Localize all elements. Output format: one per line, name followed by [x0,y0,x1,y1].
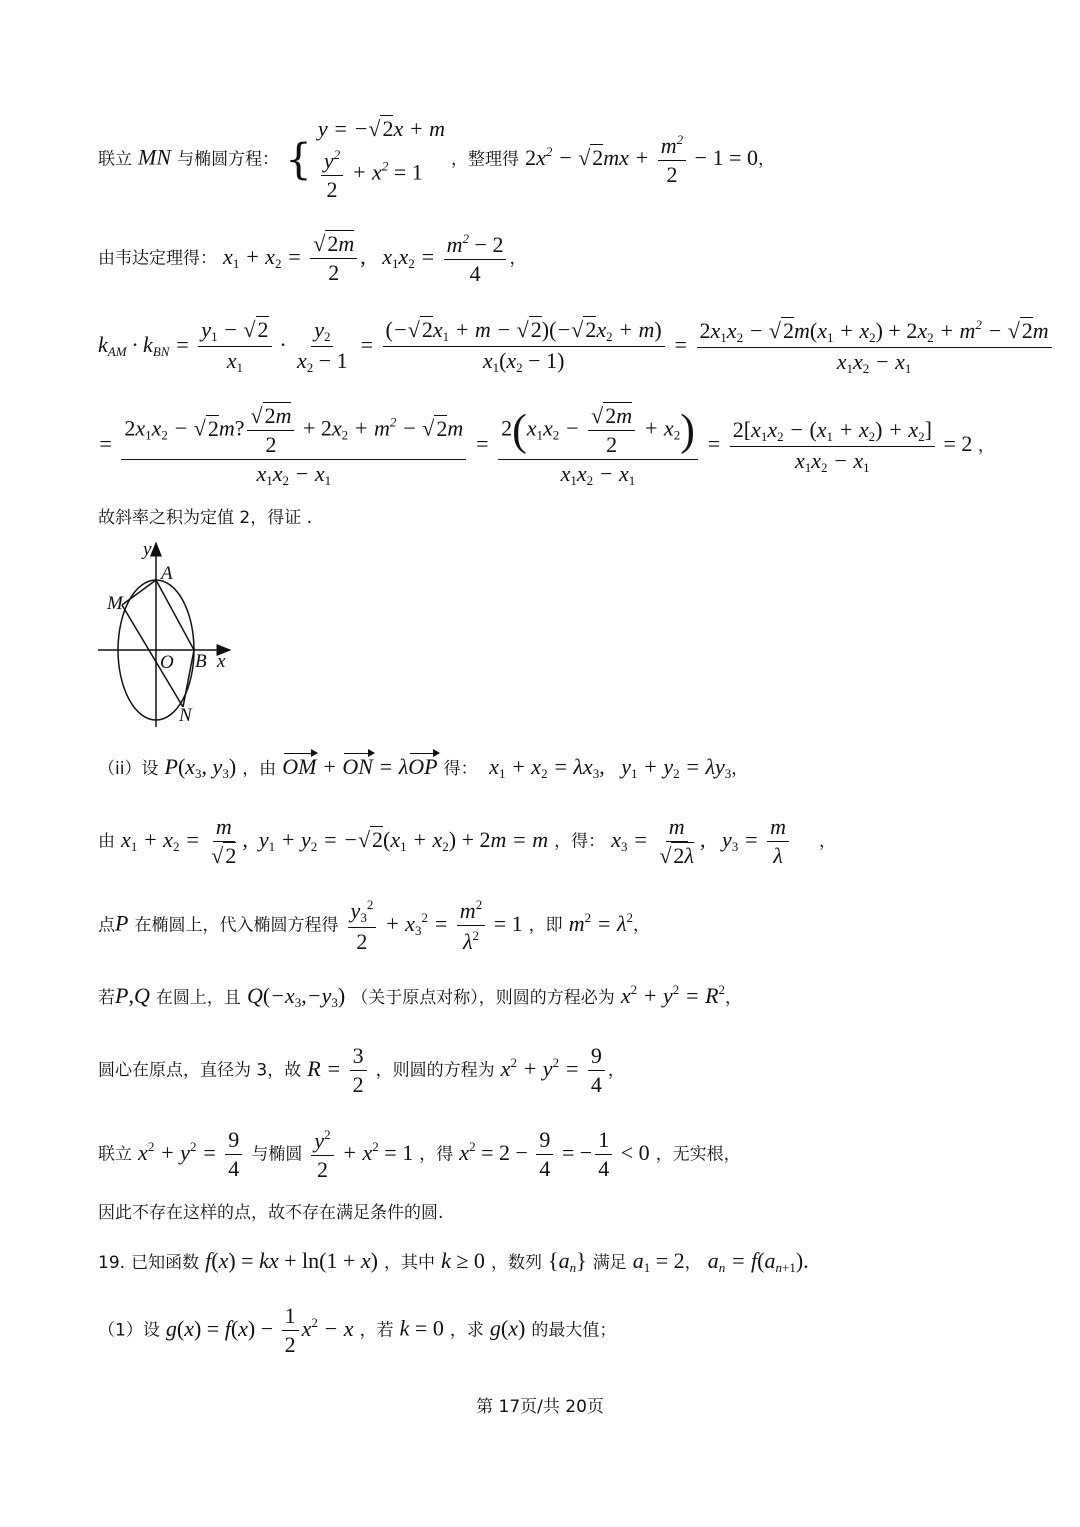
text: 由韦达定理得： [98,248,217,269]
line-p-on-ellipse: 点P 在椭圆上，代入椭圆方程得 $\frac{y_3^2}{2}$ + $x_3^2$ = $\frac{m^2}{\lambda^2}$ = 1 ，即 $m^2 = \lambda^2$， [98,897,650,954]
page-footer: 第 17页/共 20页 [476,1397,604,1417]
text: 由 [98,831,115,852]
label-B: B [195,651,207,672]
text: 已知函数 [131,1253,200,1273]
line-radius: 圆心在原点，直径为 3，故 R = $\frac{3}{2}$ ，则圆的方程为 $x^2 + y^2$ = $\frac{9}{4}$ ， [98,1043,625,1097]
equation: $x^2 + y^2$ = $\frac{9}{4}$ [138,1140,245,1165]
text: ，得： [554,831,606,852]
text: 点 [98,915,115,936]
equation: $a_n = f(a_{n+1})$. [707,1248,809,1275]
text: ，若 [359,1320,394,1341]
equation: $x_1 + x_2 = \lambda x_3$, $y_1 + y_2 = \lambda y_3$ [483,754,732,781]
text: 联立 [98,149,132,170]
conclusion-text: 因此不存在这样的点，故不存在满足条件的圆. [98,1203,444,1223]
text: 若 [98,988,115,1008]
line-slope-product [98,318,1055,375]
question-19-part-1 [98,1305,616,1356]
equation: $x^2 + y^2 = R^2$ [620,982,726,1008]
conclusion-text: 故斜率之积为定值 2，得证 . [98,508,313,528]
text: 与椭圆方程： [177,149,280,170]
segment-MN [122,605,183,707]
question-number: 19. [98,1253,126,1273]
line-solve-p: 由 $x_1 + x_2$ = $\frac{m}{√2}$ , $y_1 + y_2 = -√2(x_1 + x_2) + 2m = m$ ，得： $x_3$ = $\frac{m}{√2\lambda}$ , $y_3$ = $\frac{m}{\lambda}$ ， [98,814,836,868]
text: 与椭圆 [251,1144,303,1165]
var-PQ: P,Q [115,983,150,1008]
text: 圆心在原点，直径为 3，故 [98,1060,302,1081]
equation: $2x^2 - √2mx$ + $\frac{m^2}{2}$ − 1 = 0 [525,131,758,187]
line-system: 联立 MN 与椭圆方程： { y = −√2x + m $\frac{y^2}{2}$ + $x^2 = 1$ ，整理得 $2x^2 - √2mx$ + $\frac{m^2}{2}$ − 1 = 0， [98,116,775,202]
text: ，其中 [384,1253,436,1273]
equation: R = $\frac{3}{2}$ [307,1056,369,1081]
equation: g(x) [489,1315,526,1341]
line-continuation: = $2x_1x_2 - √2m$? $\frac{√2m}{2}$ + $2x_2 + m^2 - √2m$ $x_1x_2 - x_1$ = $2(x_1x_2$ − $\frac{√2m}{2}$ + $x_2$) $x_1x_2 - x_1$ = $\frac{2[x_1x_2 - (x_1 + x_2) + x_2]}{x_1x_2 - x_1}$ = 2 ， [98,403,995,488]
text: 在椭圆上，代入椭圆方程得 [134,915,339,936]
var-P: P [115,910,129,936]
text: ，则圆的方程为 [375,1060,495,1081]
line-no-root [98,1128,741,1181]
equation: $m^2 = \lambda^2$ [568,909,633,936]
text: 在圆上，且 [155,988,241,1008]
equation: $x_1 + x_2$ = $\frac{√2m}{2}$ , $x_1x_2$ = $\frac{m^2 - 2}{4}$ [223,244,509,269]
text: ，得 [419,1144,454,1165]
text: ，整理得 [451,149,520,170]
text: ，即 [528,915,563,936]
equation: $Q(-x_3,-y_3)$ [246,983,346,1010]
equation: $P(x_3$, $y_3$) [164,754,237,781]
text: ，由 [242,759,277,779]
text: （ii）设 [98,759,159,779]
text: ，无实根， [655,1144,741,1165]
label-N: N [179,705,192,726]
text: ，数列 [490,1253,542,1273]
ellipse-figure [98,535,243,730]
text: MN [138,144,172,170]
text: 得： [443,759,478,779]
equation: $x_3$ = $\frac{m}{√2\lambda}$ , $y_3$ = $\frac{m}{\lambda}$ [611,827,792,852]
equation: $x^2 + y^2$ = $\frac{9}{4}$ [501,1056,608,1081]
equation: f(x) = kx + ln(1 + x) [205,1248,378,1273]
text: ，求 [449,1320,484,1341]
equation: g(x) = f(x) − $\frac{1}{2}$ $x^2 - x$ [165,1303,354,1357]
equation: $\{a_n\}$ [548,1248,587,1275]
equation: $\frac{y^2}{2}$ + $x^2 = 1$ [308,1140,413,1165]
equation: $a_1 = 2$ [632,1248,685,1275]
line-vieta: 由韦达定理得： $x_1 + x_2$ = $\frac{√2m}{2}$ , $x_1x_2$ = $\frac{m^2 - 2}{4}$ ， [98,231,527,286]
label-x: x [217,651,226,672]
equation: = $2x_1x_2 - √2m$? $\frac{√2m}{2}$ + $2x_2 + m^2 - √2m$ $x_1x_2 - x_1$ = $2(x_1x_2$ − $\frac{√2m}{2}$ + $x_2$) $x_1x_2 - x_1$ = $\frac{2[x_1x_2 - (x_1 + x_2) + x_2]}{x_1x_2 - x_1}$ = 2 [98,403,973,488]
question-19: 19. 已知函数 f(x) = kx + ln(1 + x) ，其中 k ≥ 0 ，数列 $\{a_n\}$ 满足 $a_1 = 2$， $a_n = f(a_{n+1})$. [98,1248,809,1275]
equation: k ≥ 0 [441,1248,485,1273]
equation: k = 0 [399,1315,444,1341]
label-O: O [160,652,174,673]
equation: $x_1 + x_2$ = $\frac{m}{√2}$ , $y_1 + y_2 = -√2(x_1 + x_2) + 2m = m$ [121,814,549,868]
brace: { [285,134,312,184]
label-M: M [107,593,123,614]
equation: OM + ON = λOP [282,754,438,779]
text: 的最大值； [531,1320,617,1341]
text: （1）设 [98,1320,160,1341]
label-y: y [143,539,152,560]
text: （关于原点对称），则圆的方程必为 [351,988,615,1008]
label-A: A [161,563,173,584]
equation: $x^2 = 2$ − $\frac{9}{4}$ = − $\frac{1}{4}$ < 0 [459,1127,650,1181]
line-part-ii: （ii）设 $P(x_3$, $y_3$) ，由 OM + ON = λOP 得： $x_1 + x_2 = \lambda x_3$, $y_1 + y_2 = \lambda y_3$， [98,754,749,781]
equation-system: y = −√2x + m $\frac{y^2}{2}$ + $x^2 = 1$ [317,116,445,202]
line-circle-form: 若P,Q 在圆上，且 $Q(-x_3,-y_3)$ （关于原点对称），则圆的方程必为 $x^2 + y^2 = R^2$， [98,982,743,1010]
segment-AM [122,580,156,605]
segment-BN [183,650,194,707]
equation: $\frac{y_3^2}{2}$ + $x_3^2$ = $\frac{m^2}{\lambda^2}$ = 1 [345,911,523,936]
equation: $k_{AM} \cdot k_{BN}$ = $\frac{y_1 - √2}{x_1}$ · $\frac{y_2}{x_2 - 1}$ = $\frac{(-√2x_1 + m - √2)(-√2x_2 + m)}{x_1(x_2 - 1)}$ = $\frac{2x_1x_2 - √2m(x_1 + x_2) + 2x_2 + m^2 - √2m}{x_1x_2 - x_1}$ [98,332,1055,357]
text: 满足 [592,1253,627,1273]
text: 联立 [98,1144,132,1165]
